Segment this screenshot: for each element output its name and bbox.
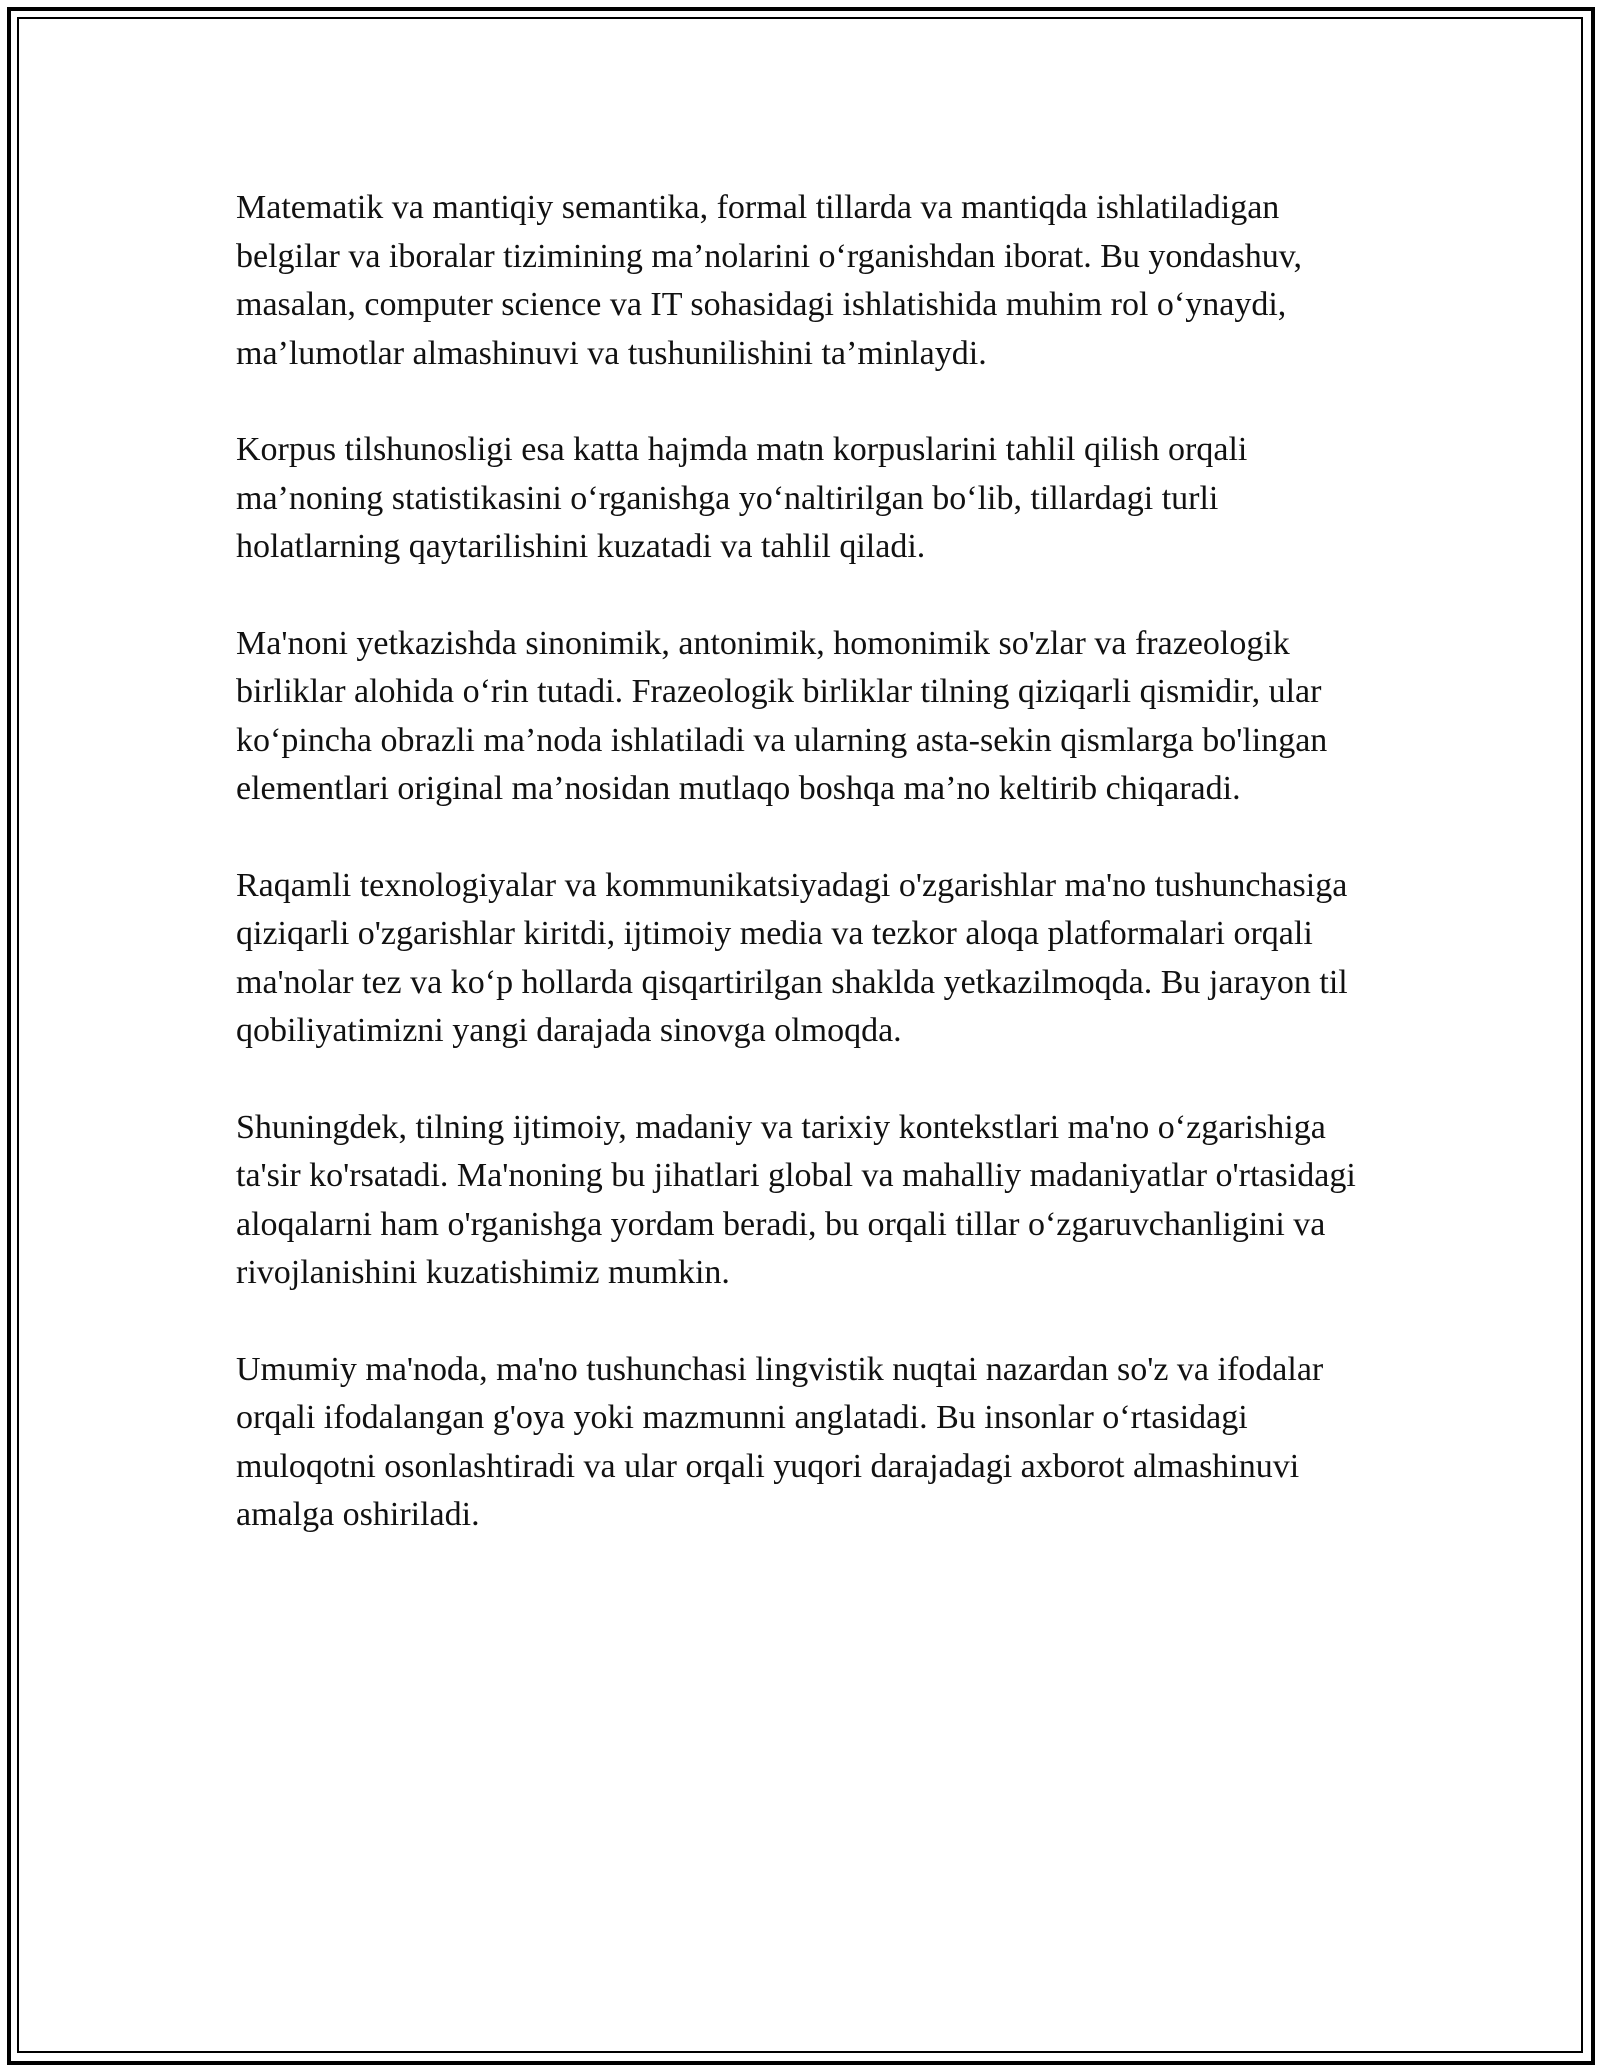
paragraph-5: Shuningdek, tilning ijtimoiy, madaniy va tarixiy kontekstlari ma'no o‘zgarishiga ta'sir ko'rsatadi. Ma'noning bu jihatlari global va mahalliy madaniyatlar o'rtasidagi aloqalarni ham o'rganishga yordam beradi, bu orqali tillar o‘zgaruvchanligini va rivojlanishini kuzatishimiz mumkin. <box>236 1108 1356 1291</box>
paragraph-3: Ma'noni yetkazishda sinonimik, antonimik, homonimik so'zlar va frazeologik birliklar alohida o‘rin tutadi. Frazeologik birliklar tilning qiziqarli qismidir, ular ko‘pincha obrazli ma’noda ishlatiladi va ularning asta-sekin qismlarga bo'lingan elementlari original ma’nosidan mutlaqo boshqa ma’no keltirib chiqaradi. <box>236 624 1328 807</box>
paragraph-2: Korpus tilshunosligi esa katta hajmda matn korpuslarini tahlil qilish orqali ma’noning statistikasini o‘rganishga yo‘naltirilgan bo‘lib, tillardagi turli holatlarning qaytarilishini kuzatadi va tahlil qiladi. <box>236 431 1248 565</box>
paragraph-6: Umumiy ma'noda, ma'no tushunchasi lingvistik nuqtai nazardan so'z va ifodalar orqali ifodalangan g'oya yoki mazmunni anglatadi. Bu insonlar o‘rtasidagi muloqotni osonlashtiradi va ular orqali yuqori darajadagi axborot almashinuvi amalga oshiriladi. <box>236 1350 1324 1533</box>
paragraph-4: Raqamli texnologiyalar va kommunikatsiyadagi o'zgarishlar ma'no tushunchasiga qiziqarli o'zgarishlar kiritdi, ijtimoiy media va tezkor aloqa platformalari orqali ma'nolar tez va ko‘p hollarda qisqartirilgan shaklda yetkazilmoqda. Bu jarayon til qobiliyatimizni yangi darajada sinovga olmoqda. <box>236 866 1348 1049</box>
paragraph-1: Matematik va mantiqiy semantika, formal tillarda va mantiqda ishlatiladigan belgilar va iboralar tizimining ma’nolarini o‘rganishdan iborat. Bu yondashuv, masalan, computer science va IT sohasidagi ishlatishida muhim rol o‘ynaydi, ma’lumotlar almashinuvi va tushunilishini ta’minlaydi. <box>236 189 1303 372</box>
document-body <box>236 184 1386 1588</box>
